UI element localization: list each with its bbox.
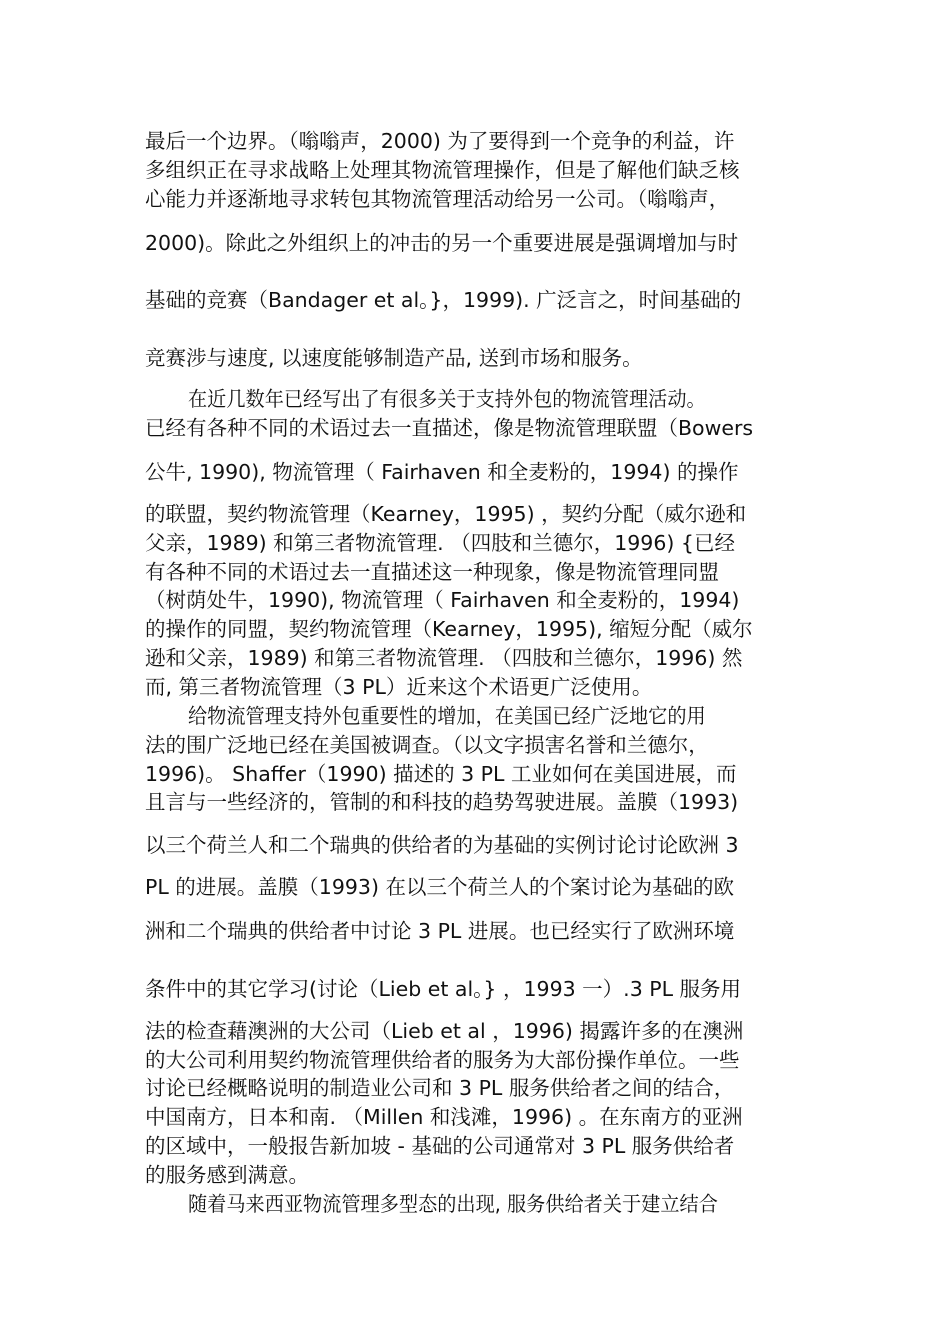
text-line: 中国南方，日本和南. （Millen 和浅滩，1996) 。在东南方的亚洲 bbox=[145, 1105, 743, 1129]
text-line: 最后一个边界。（嗡嗡声，2000) 为了要得到一个竞争的利益，许 bbox=[145, 129, 735, 153]
text-line: 且言与一些经济的，管制的和科技的趋势驾驶进展。盖膜（1993) bbox=[145, 790, 739, 814]
text-line: 2000)。除此之外组织上的冲击的另一个重要进展是强调增加与时 bbox=[145, 231, 739, 255]
text-line: 以三个荷兰人和二个瑞典的供给者的为基础的实例讨论讨论欧洲 3 bbox=[145, 833, 739, 857]
text-line: 在近几数年已经写出了有很多关于支持外包的物流管理活动。 bbox=[188, 387, 706, 411]
text-line: 父亲，1989) 和第三者物流管理. （四肢和兰德尔，1996) {已经 bbox=[145, 531, 735, 555]
text-line: 而, 第三者物流管理（3 PL）近来这个术语更广泛使用。 bbox=[145, 675, 653, 699]
text-line: 公牛, 1990), 物流管理（ Fairhaven 和全麦粉的，1994) 的操作 bbox=[145, 460, 739, 484]
text-line: 基础的竞赛（Bandager et al。}，1999). 广泛言之，时间基础的 bbox=[145, 288, 742, 312]
text-line: （树荫处牛，1990), 物流管理（ Fairhaven 和全麦粉的，1994) bbox=[145, 588, 740, 612]
text-line: 法的检查藉澳洲的大公司（Lieb et al ，1996) 揭露许多的在澳洲 bbox=[145, 1019, 744, 1043]
text-line: 洲和二个瑞典的供给者中讨论 3 PL 进展。也已经实行了欧洲环境 bbox=[145, 919, 735, 943]
text-line: 条件中的其它学习(讨论（Lieb et al。} ，1993 一）.3 PL 服务用 bbox=[145, 977, 742, 1001]
text-line: 1996)。 Shaffer（1990) 描述的 3 PL 工业如何在美国进展，而 bbox=[145, 762, 737, 786]
text-line: 的操作的同盟，契约物流管理（Kearney，1995), 缩短分配（威尔 bbox=[145, 617, 753, 641]
text-line: 讨论已经概略说明的制造业公司和 3 PL 服务供给者之间的结合， bbox=[145, 1076, 735, 1100]
text-line: 逊和父亲，1989) 和第三者物流管理. （四肢和兰德尔，1996) 然 bbox=[145, 646, 743, 670]
text-line: 法的围广泛地已经在美国被调查。（以文字损害名誉和兰德尔， bbox=[145, 733, 709, 757]
text-line: 有各种不同的术语过去一直描述这一种现象，像是物流管理同盟 bbox=[145, 560, 719, 584]
text-line: 随着马来西亚物流管理多型态的出现, 服务供给者关于建立结合 bbox=[188, 1192, 718, 1216]
text-line: PL 的进展。盖膜（1993) 在以三个荷兰人的个案讨论为基础的欧 bbox=[145, 875, 734, 899]
text-line: 多组织正在寻求战略上处理其物流管理操作，但是了解他们缺乏核 bbox=[145, 158, 740, 182]
text-line: 给物流管理支持外包重要性的增加，在美国已经广泛地它的用 bbox=[188, 704, 706, 728]
text-line: 竞赛涉与速度, 以速度能够制造产品, 送到市场和服务。 bbox=[145, 346, 643, 370]
text-line: 的大公司利用契约物流管理供给者的服务为大部份操作单位。一些 bbox=[145, 1048, 740, 1072]
text-line: 的联盟，契约物流管理（Kearney，1995) ，契约分配（威尔逊和 bbox=[145, 502, 747, 526]
text-line: 心能力并逐渐地寻求转包其物流管理活动给另一公司。（嗡嗡声， bbox=[145, 187, 730, 211]
text-line: 的区域中，一般报告新加坡 - 基础的公司通常对 3 PL 服务供给者 bbox=[145, 1134, 735, 1158]
text-line: 的服务感到满意。 bbox=[145, 1163, 309, 1187]
text-line: 已经有各种不同的术语过去一直描述，像是物流管理联盟（Bowers bbox=[145, 416, 754, 440]
